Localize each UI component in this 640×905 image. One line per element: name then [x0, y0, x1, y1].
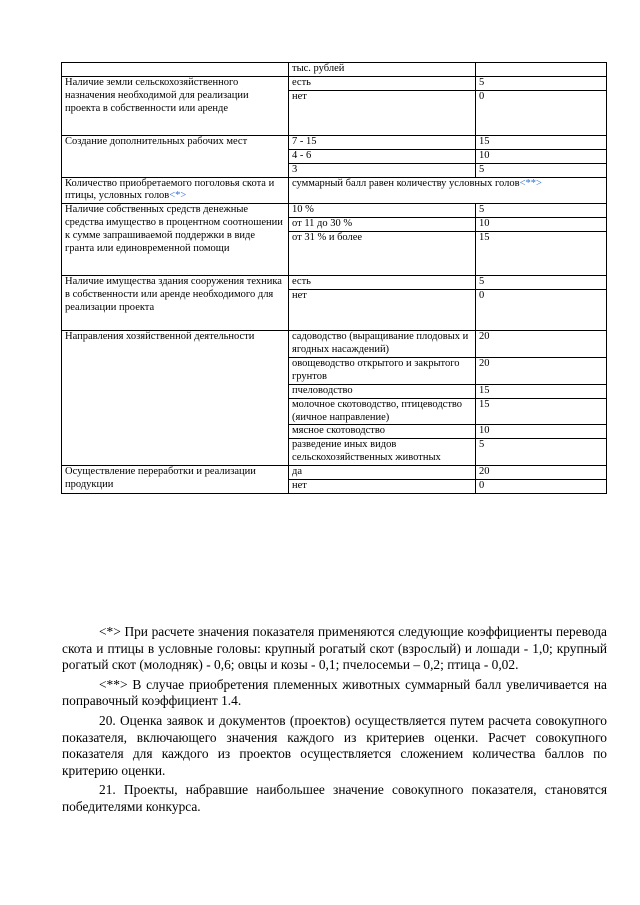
- score-cell: 10: [476, 425, 607, 439]
- paragraph-20: 20. Оценка заявок и документов (проектов) осуществляется путем расчета совокупного показателя, включающего значения каждого из критериев оценки. Расчет совокупного показателя для каждого из проектов осуществляется сложением количества баллов по критерию оценки.: [62, 712, 607, 778]
- footnote-2: [62, 677, 607, 710]
- table-row: [62, 204, 607, 218]
- criterion-label: Наличие имущества здания сооружения техника в собственности или аренде необходимого для реализации проекта: [62, 276, 289, 331]
- option-cell: садоводство (выращивание плодовых и ягодных насаждений): [289, 331, 476, 358]
- criterion-label-text: Количество приобретаемого поголовья скота и птицы, условных голов: [65, 177, 275, 202]
- footnote-2-mark: <**>: [99, 676, 128, 692]
- table-row: [62, 76, 607, 90]
- footnote-link[interactable]: <**>: [519, 177, 542, 189]
- option-cell: нет: [289, 290, 476, 331]
- table-cell: тыс. рублей: [289, 63, 476, 77]
- option-text: суммарный балл равен количеству условных голов: [292, 177, 520, 189]
- criterion-label: Наличие земли сельскохозяйственного назначения необходимой для реализации проекта в собственности или аренде: [62, 76, 289, 135]
- option-cell: овощеводство открытого и закрытого грунтов: [289, 357, 476, 384]
- option-cell: есть: [289, 276, 476, 290]
- table-row: [62, 466, 607, 480]
- score-cell: 10: [476, 149, 607, 163]
- option-cell: 3: [289, 163, 476, 177]
- option-cell: 4 - 6: [289, 149, 476, 163]
- score-cell: 0: [476, 480, 607, 494]
- option-cell: 7 - 15: [289, 135, 476, 149]
- criterion-label: Осуществление переработки и реализации продукции: [62, 466, 289, 494]
- table-row: [62, 276, 607, 290]
- criterion-label: Направления хозяйственной деятельности: [62, 331, 289, 466]
- table-row: [62, 63, 607, 77]
- score-cell: 20: [476, 357, 607, 384]
- score-cell: 5: [476, 439, 607, 466]
- option-cell: [289, 177, 607, 204]
- score-cell: 15: [476, 398, 607, 425]
- option-cell: 10 %: [289, 204, 476, 218]
- option-cell: от 11 до 30 %: [289, 218, 476, 232]
- score-cell: 0: [476, 90, 607, 135]
- option-cell: есть: [289, 76, 476, 90]
- score-cell: 15: [476, 232, 607, 276]
- option-cell: молочное скотоводство, птицеводство (яичное направление): [289, 398, 476, 425]
- footnote-2-text: В случае приобретения племенных животных суммарный балл увеличивается на поправочный коэффициент 1.4.: [62, 676, 607, 709]
- table-row: [62, 135, 607, 149]
- footnotes-section: [62, 624, 607, 819]
- score-cell: 20: [476, 466, 607, 480]
- score-cell: 5: [476, 76, 607, 90]
- criterion-label: [62, 177, 289, 204]
- score-cell: 15: [476, 384, 607, 398]
- footnote-1-mark: <*>: [99, 624, 121, 639]
- score-cell: 10: [476, 218, 607, 232]
- criteria-table: [61, 62, 607, 494]
- table-cell: [62, 63, 289, 77]
- table-cell: [476, 63, 607, 77]
- score-cell: 5: [476, 163, 607, 177]
- score-cell: 5: [476, 204, 607, 218]
- table-row: [62, 177, 607, 204]
- score-cell: 15: [476, 135, 607, 149]
- option-cell: нет: [289, 90, 476, 135]
- option-cell: разведение иных видов сельскохозяйственных животных: [289, 439, 476, 466]
- paragraph-21: 21. Проекты, набравшие наибольшее значение совокупного показателя, становятся победителями конкурса.: [62, 782, 607, 814]
- footnote-1: [62, 624, 607, 674]
- criterion-label: Создание дополнительных рабочих мест: [62, 135, 289, 177]
- option-cell: пчеловодство: [289, 384, 476, 398]
- score-cell: 0: [476, 290, 607, 331]
- option-cell: от 31 % и более: [289, 232, 476, 276]
- score-cell: 20: [476, 331, 607, 358]
- criterion-label: Наличие собственных средств денежные средства имущество в процентном соотношении к сумме запрашиваемой поддержки в виде гранта или единовременной помощи: [62, 204, 289, 276]
- table-row: [62, 331, 607, 358]
- option-cell: нет: [289, 480, 476, 494]
- option-cell: да: [289, 466, 476, 480]
- score-cell: 5: [476, 276, 607, 290]
- footnote-link[interactable]: <*>: [169, 190, 187, 202]
- option-cell: мясное скотоводство: [289, 425, 476, 439]
- footnote-1-text: При расчете значения показателя применяются следующие коэффициенты перевода скота и птицы в условные головы: крупный рогатый скот (взрослый) и лошади - 1,0; крупный рогатый скот (молодняк) - 0,6; овцы и козы - 0,1; пчелосемьи – 0,2; птица - 0,02.: [62, 624, 607, 673]
